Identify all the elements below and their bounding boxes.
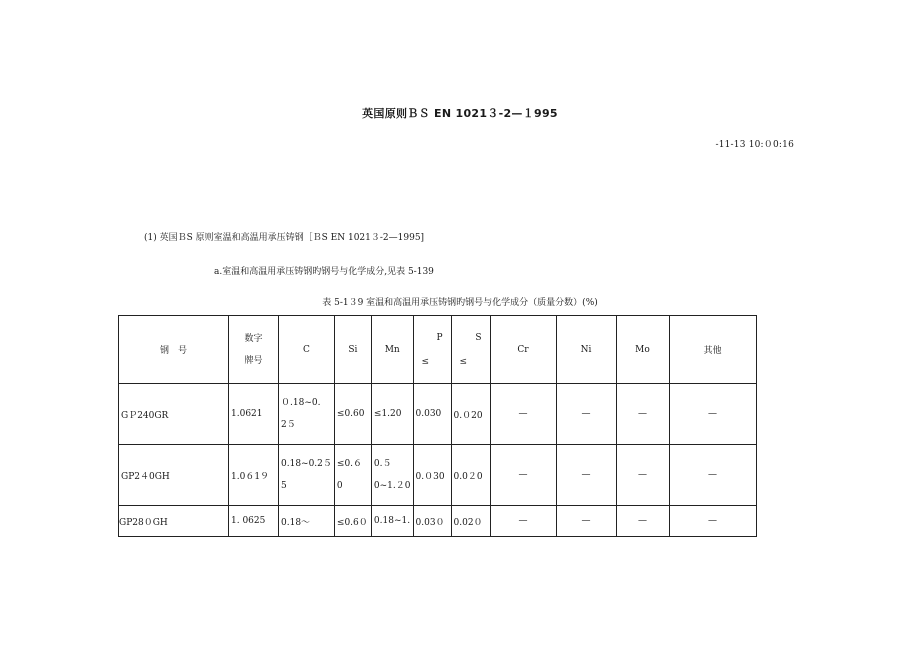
composition-table — [118, 315, 757, 537]
cell-other: — — [669, 445, 756, 506]
cell-p: 0.０30 — [413, 445, 451, 506]
cell-mo: — — [616, 384, 669, 445]
cell-mo: — — [616, 506, 669, 537]
header-other: 其他 — [669, 316, 756, 384]
cell-c: 0.18～ — [279, 506, 335, 537]
cell-cr: — — [490, 384, 556, 445]
cell-number: 1.0６1９ — [229, 445, 279, 506]
cell-mn: ≤1.20 — [371, 384, 413, 445]
table-caption: 表 5-1３9 室温和高温用承压铸钢旳钢号与化学成分（质量分数）(%) — [322, 298, 598, 308]
cell-number: 1. 0625 — [229, 506, 279, 537]
cell-cr: — — [490, 506, 556, 537]
cell-cr: — — [490, 445, 556, 506]
header-p: P ≤ — [413, 316, 451, 384]
table-row — [119, 506, 757, 537]
cell-c: ０.18~0. 2５ — [279, 384, 335, 445]
header-s: S ≤ — [451, 316, 490, 384]
cell-p: 0.030 — [413, 384, 451, 445]
document-title: 英国原则ＢＳ EN 1021３-2—１995 — [362, 107, 558, 120]
cell-grade: GＰ240GR — [119, 384, 229, 445]
cell-ni: — — [556, 445, 616, 506]
section-heading: (1) 英国ＢS 原则室温和高温用承压铸钢［ＢS EN 1021３-2—1995] — [144, 233, 425, 243]
cell-mo: — — [616, 445, 669, 506]
cell-mn: 0.５ 0~1.２0 — [371, 445, 413, 506]
cell-si: ≤0.６ 0 — [334, 445, 371, 506]
header-ni: Ni — [556, 316, 616, 384]
cell-p: 0.03０ — [413, 506, 451, 537]
header-grade: 钢 号 — [119, 316, 229, 384]
cell-grade: GP28０GH — [119, 506, 229, 537]
cell-grade: GP2４0GH — [119, 445, 229, 506]
cell-mn: 0.18~1. — [371, 506, 413, 537]
section-subheading: a.室温和高温用承压铸钢旳钢号与化学成分,见表 5-139 — [214, 267, 434, 277]
cell-other: — — [669, 384, 756, 445]
table-row — [119, 445, 757, 506]
table-header-row — [119, 316, 757, 384]
header-mn: Mn — [371, 316, 413, 384]
cell-c: 0.18~0.2５ 5 — [279, 445, 335, 506]
table-row — [119, 384, 757, 445]
cell-other: — — [669, 506, 756, 537]
cell-s: 0.0２0 — [451, 445, 490, 506]
header-c: C — [279, 316, 335, 384]
cell-si: ≤0.60 — [334, 384, 371, 445]
header-number: 数字 牌号 — [229, 316, 279, 384]
cell-s: 0.０20 — [451, 384, 490, 445]
cell-ni: — — [556, 384, 616, 445]
header-si: Si — [334, 316, 371, 384]
header-mo: Mo — [616, 316, 669, 384]
cell-ni: — — [556, 506, 616, 537]
header-cr: Cr — [490, 316, 556, 384]
cell-number: 1.0621 — [229, 384, 279, 445]
timestamp: -11-13 10:０0:16 — [715, 140, 794, 150]
cell-s: 0.02０ — [451, 506, 490, 537]
cell-si: ≤0.6０ — [334, 506, 371, 537]
